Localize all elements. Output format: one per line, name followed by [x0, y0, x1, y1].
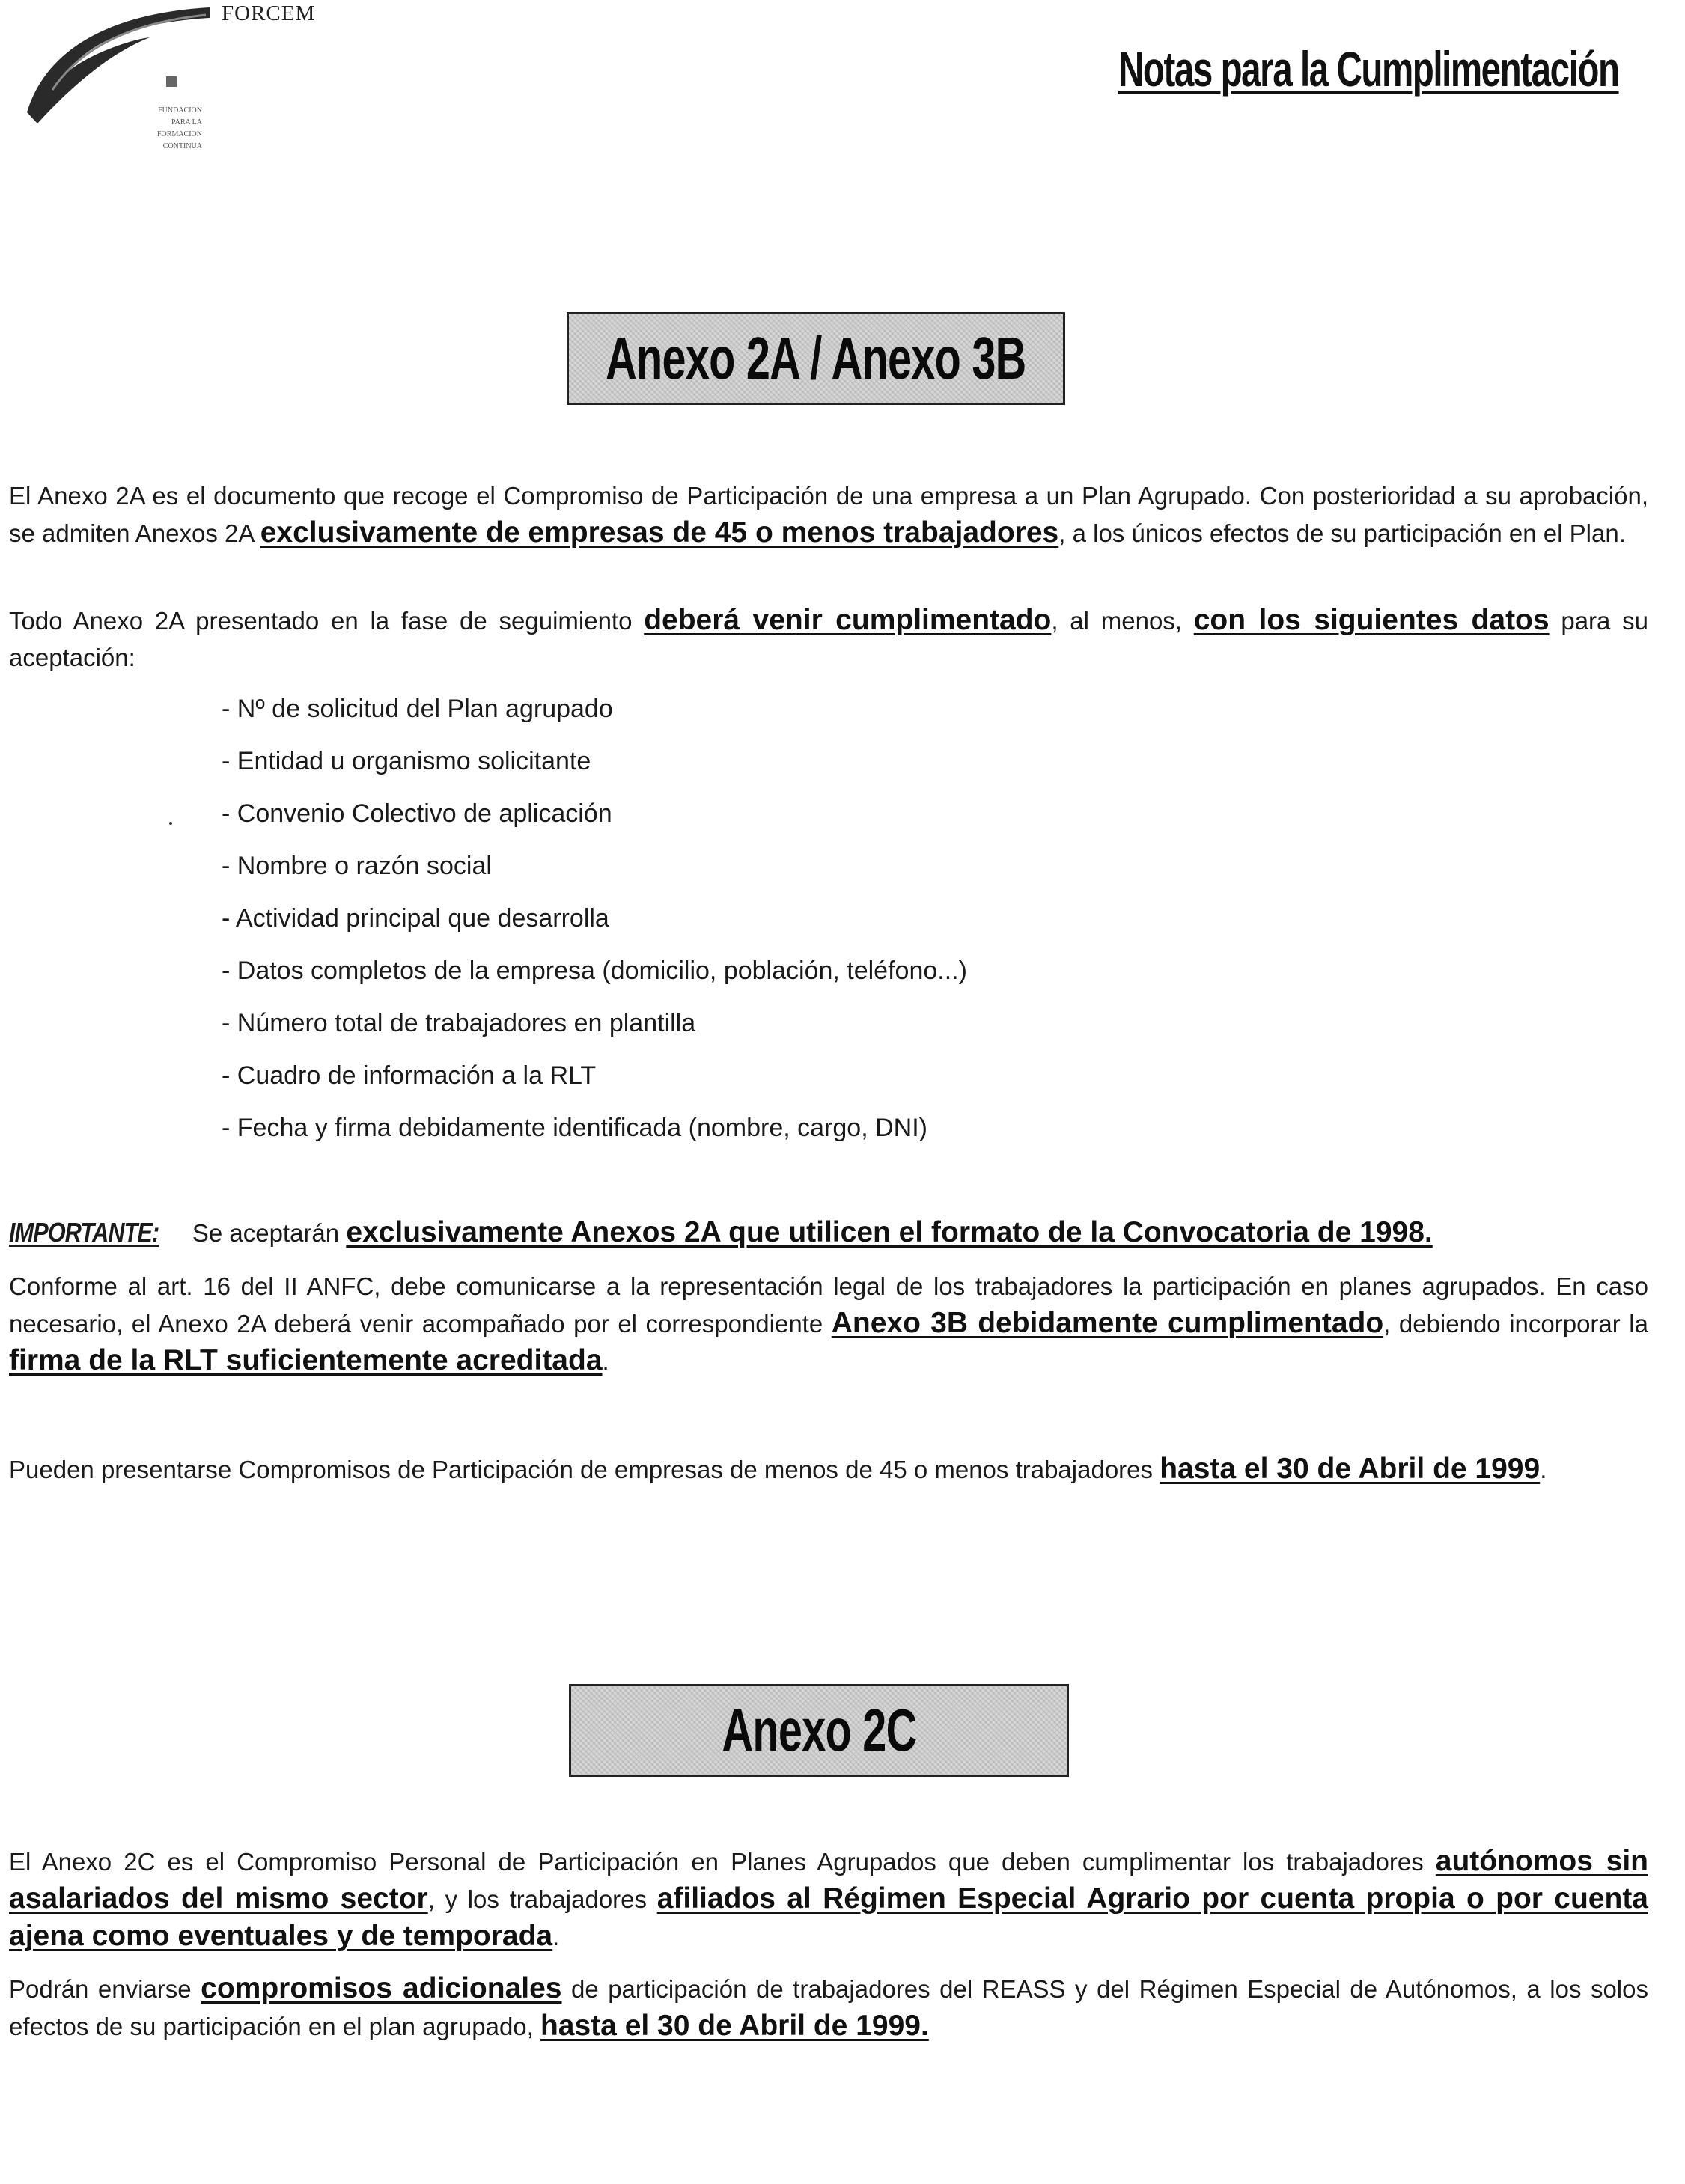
important-note: IMPORTANTE: Se aceptarán exclusivamente Anexos 2A que utilicen el formato de la Convocatoria de 1998. [9, 1214, 1648, 1251]
list-item: - Entidad u organismo solicitante [222, 747, 591, 775]
section-heading-anexo-2a-3b: Anexo 2A / Anexo 3B [567, 312, 1065, 405]
section-heading-anexo-2c: Anexo 2C [569, 1684, 1069, 1777]
paragraph-required-data: Todo Anexo 2A presentado en la fase de seguimiento deberá venir cumplimentado, al menos, con los siguientes datos para su aceptación: [9, 604, 1648, 671]
list-item: - Fecha y firma debidamente identificada (nombre, cargo, DNI) [222, 1114, 927, 1142]
scan-speck [169, 822, 172, 825]
paragraph-anexo-2c-intro: El Anexo 2C es el Compromiso Personal de Participación en Planes Agrupados que deben cumplimentar los trabajadores autónomos sin asalariados del mismo sector, y los trabajadores afiliados al Régimen Especial Agrario por cuenta propia o por cuenta ajena como eventuales y de temporada. [9, 1845, 1649, 1952]
list-item: - Cuadro de información a la RLT [222, 1061, 597, 1090]
page-title: Notas para la Cumplimentación [1118, 41, 1619, 97]
list-item: - Datos completos de la empresa (domicilio, población, teléfono...) [222, 957, 967, 985]
list-item: - Convenio Colectivo de aplicación [222, 799, 612, 828]
list-item: - Actividad principal que desarrolla [222, 904, 609, 933]
paragraph-anexo-2a-intro: El Anexo 2A es el documento que recoge el Compromiso de Participación de una empresa a un Plan Agrupado. Con posterioridad a su aprobación, se admiten Anexos 2A exclusivamente de empresas de 45 o menos trabajadores, a los únicos efectos de su participación en el Plan. [9, 482, 1648, 549]
list-item: - Nombre o razón social [222, 852, 492, 880]
paragraph-deadline: Pueden presentarse Compromisos de Participación de empresas de menos de 45 o menos trabajadores hasta el 30 de Abril de 1999. [9, 1453, 1547, 1485]
importante-label: IMPORTANTE: [9, 1217, 159, 1248]
required-data-list [222, 683, 967, 1154]
paragraph-art-16: Conforme al art. 16 del II ANFC, debe comunicarse a la representación legal de los trabajadores la participación en planes agrupados. En caso necesario, el Anexo 2A deberá venir acompañado por el correspondiente Anexo 3B debidamente cumplimentado, debiendo incorporar la firma de la RLT suficientemente acreditada. [9, 1272, 1648, 1376]
logo-subtitle: FUNDACION PARA LA FORMACION CONTINUA [156, 106, 202, 150]
list-item: - Número total de trabajadores en plantilla [222, 1009, 696, 1037]
paragraph-additional-commitments: Podrán enviarse compromisos adicionales de participación de trabajadores del REASS y del Régimen Especial de Autónomos, a los solos efectos de su participación en el plan agrupado, hasta el 30 de Abril de 1999. [9, 1972, 1648, 2042]
list-item: - Nº de solicitud del Plan agrupado [222, 695, 613, 723]
logo-wordmark: FORCEM [222, 1, 316, 25]
